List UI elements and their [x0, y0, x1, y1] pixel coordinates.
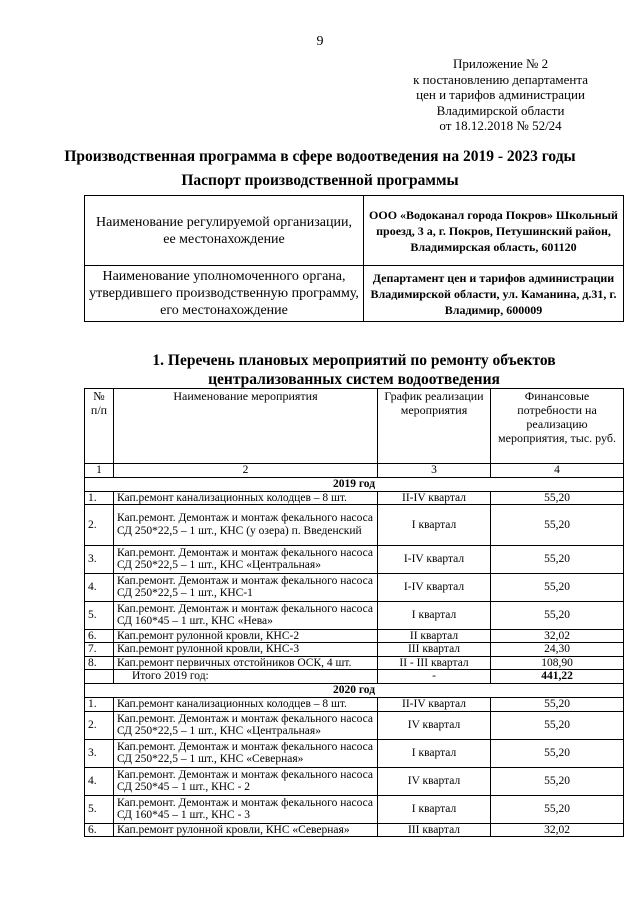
table-row: [85, 795, 624, 823]
row-cost: 24,30: [491, 643, 624, 657]
table-row: [85, 505, 624, 546]
row-schedule: II-IV квартал: [378, 491, 491, 505]
row-schedule: IV квартал: [378, 767, 491, 795]
table-row: [85, 545, 624, 573]
total-cost: 441,22: [491, 670, 624, 684]
row-cost: 55,20: [491, 711, 624, 739]
row-name: Кап.ремонт. Демонтаж и монтаж фекального насоса СД 160*45 – 1 шт., КНС - 3: [114, 795, 378, 823]
document-subtitle: Паспорт производственной программы: [181, 172, 459, 189]
table-row: [85, 491, 624, 505]
row-schedule: I квартал: [378, 739, 491, 767]
year-2019-rows: [85, 491, 624, 670]
table-row: [85, 767, 624, 795]
row-name: Кап.ремонт. Демонтаж и монтаж фекального насоса СД 250*22,5 – 1 шт., КНС «Северная»: [114, 739, 378, 767]
passport-table: [84, 195, 624, 322]
document-title: Производственная программа в сфере водоотведения на 2019 - 2023 годы: [64, 148, 576, 165]
row-schedule: II квартал: [378, 629, 491, 643]
row-cost: 55,20: [491, 491, 624, 505]
col-number: 3: [378, 464, 491, 478]
row-cost: 55,20: [491, 505, 624, 546]
row-cost: 32,02: [491, 629, 624, 643]
table-row: [85, 739, 624, 767]
row-cost: 55,20: [491, 545, 624, 573]
year-2020-rows: [85, 698, 624, 837]
row-name: Кап.ремонт. Демонтаж и монтаж фекального насоса СД 250*22,5 – 1 шт., КНС-1: [114, 573, 378, 601]
row-number: 3.: [85, 545, 114, 573]
row-schedule: I квартал: [378, 795, 491, 823]
row-number: 8.: [85, 656, 114, 670]
header-schedule: График реализации мероприятия: [378, 389, 491, 464]
row-number: 2.: [85, 505, 114, 546]
table-row: [85, 629, 624, 643]
row-cost: 55,20: [491, 767, 624, 795]
row-schedule: IV квартал: [378, 711, 491, 739]
appendix-date: от 18.12.2018 № 52/24: [439, 118, 562, 133]
row-schedule: II - III квартал: [378, 656, 491, 670]
row-number: 1.: [85, 698, 114, 712]
row-name: Кап.ремонт. Демонтаж и монтаж фекального насоса СД 160*45 – 1 шт., КНС «Нева»: [114, 601, 378, 629]
table-row: [85, 823, 624, 837]
row-name: Кап.ремонт. Демонтаж и монтаж фекального насоса СД 250*22,5 – 1 шт., КНС (у озера) п. Введенский: [114, 505, 378, 546]
total-label: Итого 2019 год:: [114, 670, 378, 684]
row-name: Кап.ремонт. Демонтаж и монтаж фекального насоса СД 250*22,5 – 1 шт., КНС «Центральная»: [114, 711, 378, 739]
section-title: 1. Перечень плановых мероприятий по ремонту объектов централизованных систем водоотведения: [152, 352, 556, 388]
table-row: [85, 698, 624, 712]
row-schedule: I-IV квартал: [378, 573, 491, 601]
org-value: ООО «Водоканал города Покров» Школьный проезд, 3 а, г. Покров, Петушинский район, Владимирская область, 601120: [364, 196, 624, 266]
authority-label: Наименование уполномоченного органа, утвердившего производственную программу, его местонахождение: [85, 266, 364, 322]
authority-value: Департамент цен и тарифов администрации Владимирской области, ул. Каманина, д.31, г. Владимир, 600009: [364, 266, 624, 322]
row-name: Кап.ремонт рулонной кровли, КНС-2: [114, 629, 378, 643]
appendix-line: Владимирской области: [436, 102, 565, 118]
col-number: 1: [85, 464, 114, 478]
row-number: 4.: [85, 767, 114, 795]
row-number: 7.: [85, 643, 114, 657]
col-number: 4: [491, 464, 624, 478]
row-number: 1.: [85, 491, 114, 505]
row-number: 3.: [85, 739, 114, 767]
row-schedule: I квартал: [378, 601, 491, 629]
row-schedule: I-IV квартал: [378, 545, 491, 573]
row-cost: 32,02: [491, 823, 624, 837]
row-number: 4.: [85, 573, 114, 601]
org-label: Наименование регулируемой организации, ее местонахождение: [85, 196, 364, 266]
row-schedule: II-IV квартал: [378, 698, 491, 712]
table-row: [85, 573, 624, 601]
row-number: 5.: [85, 601, 114, 629]
row-cost: 55,20: [491, 795, 624, 823]
row-schedule: III квартал: [378, 643, 491, 657]
header-name: Наименование мероприятия: [114, 389, 378, 464]
header-num: № п/п: [85, 389, 114, 464]
row-number: 2.: [85, 711, 114, 739]
appendix-line: Приложение № 2: [452, 56, 549, 71]
year-header: 2019 год: [85, 477, 624, 491]
row-number: 6.: [85, 629, 114, 643]
measures-table: [84, 388, 624, 837]
row-name: Кап.ремонт первичных отстойников ОСК, 4 шт.: [114, 656, 378, 670]
row-cost: 55,20: [491, 698, 624, 712]
row-schedule: III квартал: [378, 823, 491, 837]
row-name: Кап.ремонт канализационных колодцев – 8 шт.: [114, 491, 378, 505]
row-cost: 55,20: [491, 739, 624, 767]
header-finance: Финансовые потребности на реализацию мероприятия, тыс. руб.: [491, 389, 624, 464]
table-row: [85, 601, 624, 629]
total-schedule: -: [378, 670, 491, 684]
row-name: Кап.ремонт канализационных колодцев – 8 шт.: [114, 698, 378, 712]
row-number: 6.: [85, 823, 114, 837]
row-cost: 55,20: [491, 573, 624, 601]
row-name: Кап.ремонт рулонной кровли, КНС-3: [114, 643, 378, 657]
row-schedule: I квартал: [378, 505, 491, 546]
table-row: [85, 643, 624, 657]
col-number: 2: [114, 464, 378, 478]
row-name: Кап.ремонт. Демонтаж и монтаж фекального насоса СД 250*45 – 1 шт., КНС - 2: [114, 767, 378, 795]
page-number: 9: [316, 34, 324, 49]
year-header: 2020 год: [85, 684, 624, 698]
table-row: [85, 711, 624, 739]
appendix-line: цен и тарифов администрации: [416, 87, 585, 102]
row-name: Кап.ремонт рулонной кровли, КНС «Северная»: [114, 823, 378, 837]
appendix-line: к постановлению департамента: [413, 71, 588, 87]
row-name: Кап.ремонт. Демонтаж и монтаж фекального насоса СД 250*22,5 – 1 шт., КНС «Центральная»: [114, 545, 378, 573]
table-row: [85, 656, 624, 670]
appendix-block: [413, 56, 588, 134]
row-number: 5.: [85, 795, 114, 823]
row-cost: 55,20: [491, 601, 624, 629]
row-cost: 108,90: [491, 656, 624, 670]
